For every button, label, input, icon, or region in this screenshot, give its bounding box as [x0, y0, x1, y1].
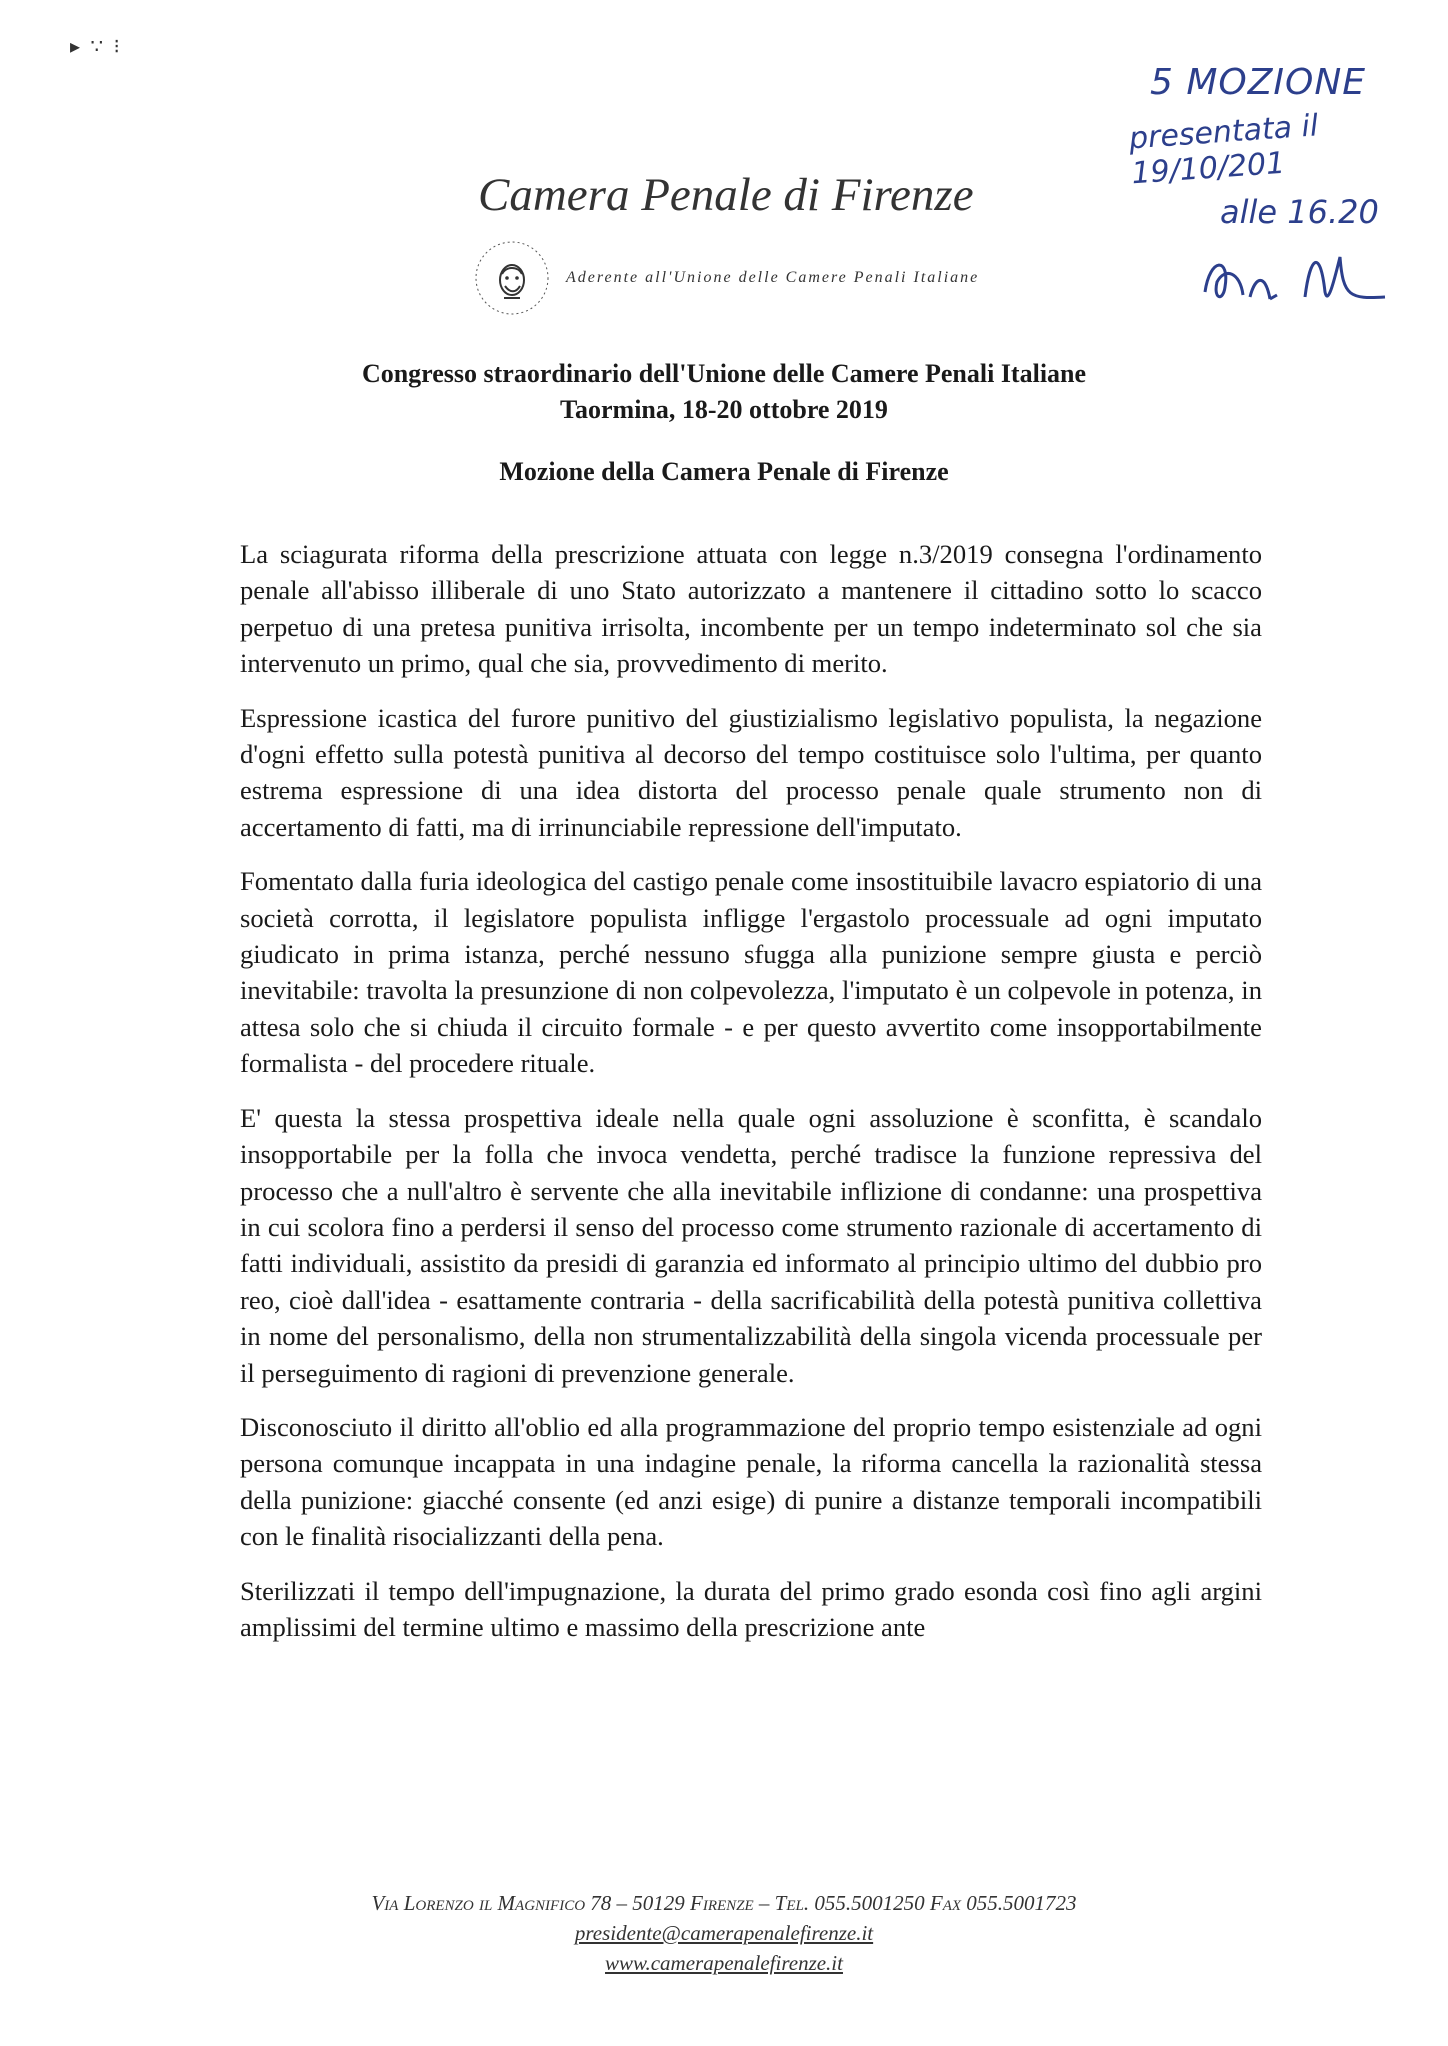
motion-body [240, 536, 1262, 1663]
letterhead-footer [0, 1888, 1448, 1978]
handwritten-line-2: presentata il 19/10/201 [1127, 108, 1320, 192]
congress-title: Congresso straordinario dell'Unione delle Camere Penali Italiane [361, 359, 1087, 388]
paragraph: E' questa la stessa prospettiva ideale nella quale ogni assoluzione è sconfitta, è scandalo insopportabile per la folla che invoca vendetta, perché tradisce la funzione repressiva del processo che a null'altro è servente che alla inevitabile inflizione di condanne: una prospettiva in cui scolora fino a perdersi il senso del processo come strumento razionale di accertamento di fatti individuali, assistito da presidi di garanzia ed informato al principio ultimo del dubbio pro reo, cioè dall'idea - esattamente contraria - della sacrificabilità della potestà punitiva collettiva in nome del personalismo, della non strumentalizzabilità della singola vicenda processuale per il perseguimento di ragioni di prevenzione generale. [240, 1102, 1262, 1388]
seal-icon [472, 238, 552, 318]
paragraph: Fomentato dalla furia ideologica del castigo penale come insostituibile lavacro espiatorio di una società corrotta, il legislatore populista infligge l'ergastolo processuale ad ogni imputato giudicato in prima istanza, perché nessuno sfugga alla punizione sempre giusta e perciò inevitabile: travolta la presunzione di non colpevolezza, l'imputato è un colpevole in potenza, in attesa solo che si chiuda il circuito formale - e per questo avvertito come insopportabilmente formalista - del procedere rituale. [240, 866, 1262, 1079]
motion-title: Mozione della Camera Penale di Firenze [499, 457, 949, 486]
letterhead-tagline: Aderente all'Unione delle Camere Penali Italiane [566, 269, 980, 286]
handwritten-line-1: 5 MOZIONE [1150, 62, 1367, 103]
footer-address: Via Lorenzo il Magnifico 78 – 50129 Firenze – Tel. 055.5001250 Fax 055.5001723 [371, 1891, 1077, 1915]
paragraph: Espressione icastica del furore punitivo del giustizialismo legislativo populista, la negazione d'ogni effetto sulla potestà punitiva al decorso del tempo costituisce solo l'ultima, per quanto estrema espressione di una idea distorta del processo penale quale strumento non di accertamento di fatti, ma di irrinunciabile repressione dell'imputato. [240, 702, 1262, 842]
organization-name: Camera Penale di Firenze [478, 169, 974, 221]
letterhead-row [472, 238, 979, 318]
paragraph: Sterilizzati il tempo dell'impugnazione, la durata del primo grado esonda così fino agli argini amplissimi del termine ultimo e massimo della prescrizione ante [240, 1575, 1262, 1642]
handwritten-signature [1195, 237, 1430, 321]
congress-heading [0, 356, 1448, 428]
footer-website-link[interactable]: www.camerapenalefirenze.it [605, 1951, 843, 1975]
signature-scribble [1195, 237, 1395, 317]
congress-place-date: Taormina, 18-20 ottobre 2019 [560, 395, 888, 424]
footer-email-link[interactable]: presidente@camerapenalefirenze.it [574, 1921, 874, 1945]
paragraph: La sciagurata riforma della prescrizione attuata con legge n.3/2019 consegna l'ordinamento penale all'abisso illiberale di uno Stato autorizzato a mantenere il cittadino sotto lo scacco perpetuo di una pretesa punitiva irrisolta, incombente per un tempo indeterminato sol che sia intervenuto un primo, qual che sia, provvedimento di merito. [240, 539, 1262, 679]
paragraph: Disconosciuto il diritto all'oblio ed alla programmazione del proprio tempo esistenziale ad ogni persona comunque incappata in una indagine penale, la riforma cancella la razionalità stessa della punizione: giacché consente (ed anzi esige) di punire a distanze temporali incompatibili con le finalità risocializzanti della pena. [240, 1411, 1262, 1552]
scan-mark: ▸ ∵ ⁝ [70, 34, 122, 58]
handwritten-line-3: alle 16.20 [1220, 193, 1379, 231]
